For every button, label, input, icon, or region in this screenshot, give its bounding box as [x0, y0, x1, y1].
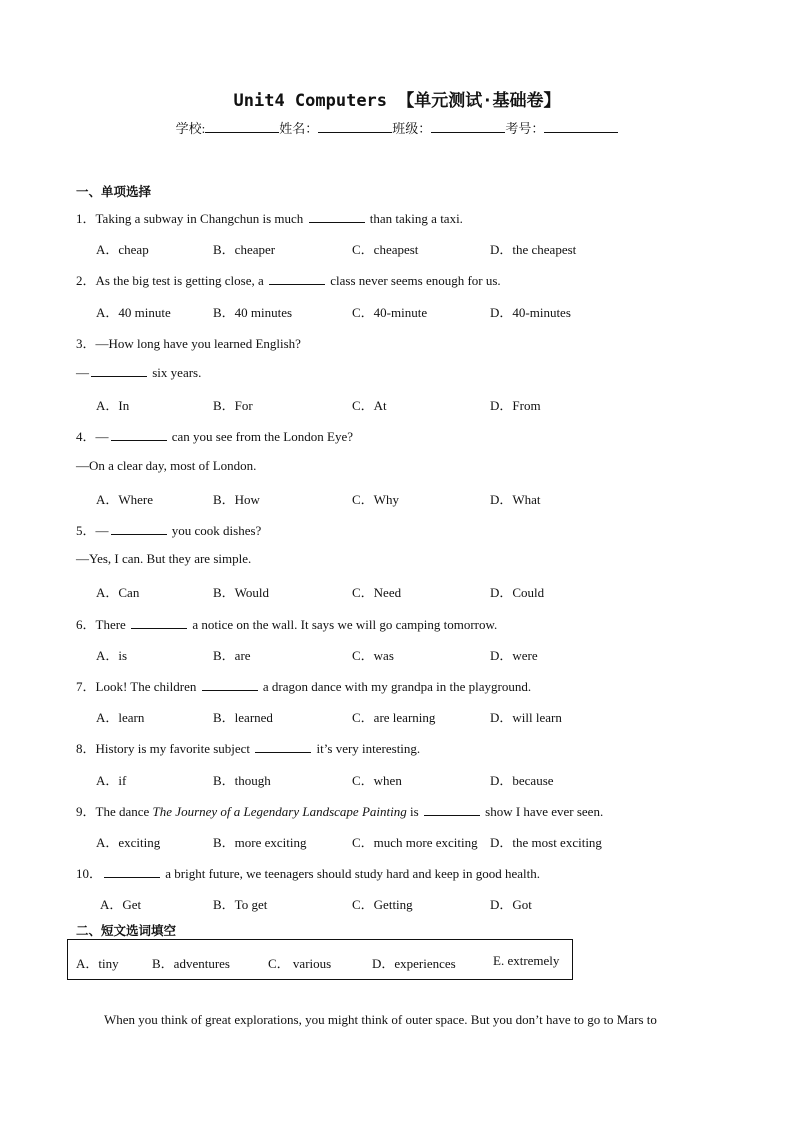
option-a[interactable]: A．learn — [96, 710, 145, 725]
question-10: 10． a bright future, we teenagers should study hard and keep in good health. — [76, 866, 540, 881]
word-option: C． various — [268, 956, 332, 971]
option-a[interactable]: A．Get — [100, 897, 142, 912]
class-blank[interactable] — [431, 119, 505, 133]
question-7: 7．Look! The children a dragon dance with my grandpa in the playground. — [76, 679, 532, 694]
word-option: D．experiences — [372, 956, 456, 971]
school-blank[interactable] — [205, 119, 279, 133]
options-1 — [96, 239, 696, 257]
options-8 — [96, 770, 696, 788]
option-a[interactable]: A．In — [96, 398, 130, 413]
section-heading-2: 二、短文选词填空 — [76, 923, 177, 938]
option-a[interactable]: A．exciting — [96, 835, 161, 850]
question-5-reply: —Yes, I can. But they are simple. — [76, 551, 252, 566]
option-b[interactable]: B．40 minutes — [213, 305, 293, 320]
question-6: 6．There a notice on the wall. It says we will go camping tomorrow. — [76, 617, 498, 632]
number-blank[interactable] — [544, 119, 618, 133]
option-a[interactable]: A．Where — [96, 492, 154, 507]
name-label: 姓名： — [279, 121, 319, 136]
option-a[interactable]: A．if — [96, 773, 127, 788]
option-b[interactable]: B．cheaper — [213, 242, 276, 257]
option-d[interactable]: D．What — [490, 492, 541, 507]
option-b[interactable]: B．To get — [213, 897, 268, 912]
question-5: 5．— you cook dishes? — [76, 523, 262, 538]
option-d[interactable]: D．Could — [490, 585, 545, 600]
answer-blank[interactable] — [202, 678, 258, 691]
question-1: 1．Taking a subway in Changchun is much than taking a taxi. — [76, 211, 463, 226]
options-7 — [96, 707, 696, 725]
option-a[interactable]: A．cheap — [96, 242, 149, 257]
options-2 — [96, 302, 696, 320]
question-8: 8．History is my favorite subject it’s very interesting. — [76, 741, 421, 756]
answer-blank[interactable] — [424, 803, 480, 816]
word-option: B．adventures — [152, 956, 230, 971]
question-4-reply: —On a clear day, most of London. — [76, 458, 257, 473]
options-3 — [96, 395, 696, 413]
options-6 — [96, 645, 696, 663]
question-4: 4．— can you see from the London Eye? — [76, 429, 353, 444]
option-d[interactable]: D．the cheapest — [490, 242, 577, 257]
question-3: 3．—How long have you learned English? — [76, 336, 301, 351]
option-a[interactable]: A．Can — [96, 585, 140, 600]
option-d[interactable]: D．because — [490, 773, 554, 788]
number-label: 考号： — [505, 121, 545, 136]
option-c[interactable]: C．Getting — [352, 897, 413, 912]
option-c[interactable]: C．are learning — [352, 710, 436, 725]
answer-blank[interactable] — [309, 210, 365, 223]
option-c[interactable]: C．much more exciting — [352, 835, 478, 850]
option-b[interactable]: B．are — [213, 648, 251, 663]
option-b[interactable]: B．learned — [213, 710, 273, 725]
answer-blank[interactable] — [111, 522, 167, 535]
answer-blank[interactable] — [91, 364, 147, 377]
options-10 — [100, 894, 700, 912]
question-2: 2．As the big test is getting close, a class never seems enough for us. — [76, 273, 501, 288]
option-b[interactable]: B．Would — [213, 585, 270, 600]
option-c[interactable]: C．cheapest — [352, 242, 419, 257]
option-c[interactable]: C．when — [352, 773, 402, 788]
answer-blank[interactable] — [111, 428, 167, 441]
options-5 — [96, 582, 696, 600]
option-b[interactable]: B．For — [213, 398, 253, 413]
option-d[interactable]: D．40-minutes — [490, 305, 571, 320]
option-b[interactable]: B．though — [213, 773, 271, 788]
question-3-reply: — six years. — [76, 365, 202, 380]
option-d[interactable]: D．will learn — [490, 710, 562, 725]
option-c[interactable]: C．Why — [352, 492, 399, 507]
school-label: 学校: — [175, 121, 206, 136]
option-d[interactable]: D．were — [490, 648, 538, 663]
class-label: 班级： — [392, 121, 432, 136]
answer-blank[interactable] — [131, 616, 187, 629]
word-option: E. extremely — [493, 953, 560, 968]
word-option: A．tiny — [76, 956, 119, 971]
option-c[interactable]: C．At — [352, 398, 387, 413]
answer-blank[interactable] — [104, 865, 160, 878]
option-d[interactable]: D．the most exciting — [490, 835, 602, 850]
option-d[interactable]: D．Got — [490, 897, 532, 912]
options-4 — [96, 489, 696, 507]
section-heading-1: 一、单项选择 — [76, 184, 152, 199]
passage-text: When you think of great explorations, you might think of outer space. But you don’t have to go to Mars to — [104, 1012, 657, 1027]
options-9 — [96, 832, 696, 850]
option-b[interactable]: B．How — [213, 492, 260, 507]
option-c[interactable]: C．40-minute — [352, 305, 428, 320]
option-c[interactable]: C．Need — [352, 585, 402, 600]
option-a[interactable]: A．is — [96, 648, 128, 663]
answer-blank[interactable] — [255, 740, 311, 753]
dance-title: The Journey of a Legendary Landscape Painting — [152, 804, 407, 819]
word-bank-box — [67, 939, 573, 980]
option-a[interactable]: A．40 minute — [96, 305, 171, 320]
option-c[interactable]: C．was — [352, 648, 394, 663]
option-d[interactable]: D．From — [490, 398, 541, 413]
answer-blank[interactable] — [269, 272, 325, 285]
name-blank[interactable] — [318, 119, 392, 133]
page-title: Unit4 Computers 【单元测试·基础卷】 — [233, 91, 561, 111]
student-info — [0, 118, 794, 137]
option-b[interactable]: B．more exciting — [213, 835, 307, 850]
question-9: 9．The dance The Journey of a Legendary Landscape Painting is show I have ever seen. — [76, 804, 604, 819]
